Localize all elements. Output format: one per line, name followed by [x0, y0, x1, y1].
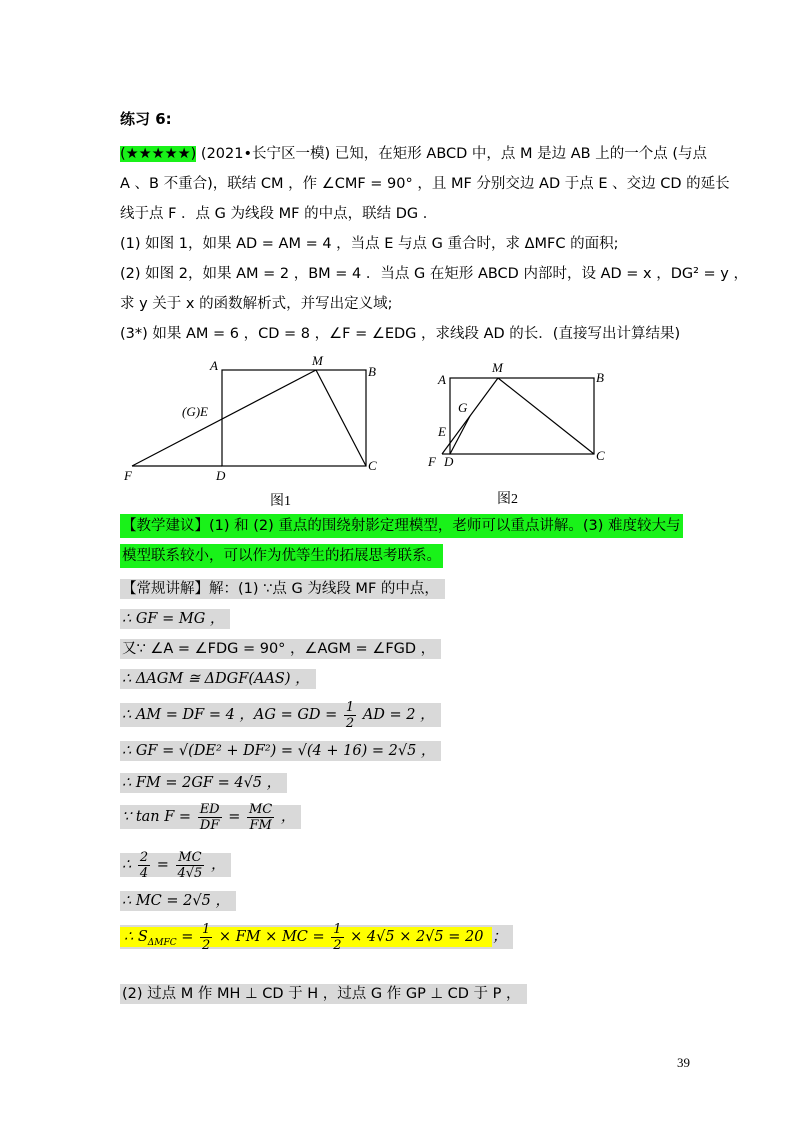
advice-line-1 [120, 515, 683, 537]
solution-text-2: ∴ GF = MG ， [120, 609, 230, 629]
s8-pre: ∵ tan F = [122, 809, 192, 825]
s11-eq: = [176, 929, 194, 945]
fig2-label-m: M [492, 360, 503, 375]
fig1-line-mc [316, 370, 366, 466]
frac-num: 1 [202, 921, 211, 937]
solution-line-6 [120, 740, 441, 762]
fraction-2-4 [138, 850, 150, 881]
s8-post: ， [280, 809, 296, 825]
area-result [120, 921, 492, 953]
fraction-half-b [331, 922, 343, 953]
fig1-rectangle [222, 370, 366, 466]
frac-num: ED [199, 801, 220, 817]
fraction-half-a [200, 922, 212, 953]
figures [120, 356, 640, 516]
fig2-label-e: E [438, 424, 446, 439]
question-2b: 求 y 关于 x 的函数解析式，并写出定义域; [120, 296, 393, 312]
s9-eq: = [156, 857, 169, 873]
fig2-line-dg [450, 416, 470, 454]
s11-pre: ∴ S [124, 929, 148, 945]
solution-line-2 [120, 608, 230, 630]
fig1-line-fm [132, 370, 316, 466]
fig2-label-b: B [596, 370, 604, 385]
question-3: (3*) 如果 AM = 6 ，CD = 8 ，∠F = ∠EDG ，求线段 AD 的长．(直接写出计算结果) [120, 326, 681, 342]
fig1-label-ge: (G)E [182, 404, 208, 419]
solution-text-12: (2) 过点 M 作 MH ⊥ CD 于 H ，过点 G 作 GP ⊥ CD 于 P ， [120, 984, 527, 1004]
figure-1-caption: 图1 [270, 494, 291, 509]
problem-line-2: A 、B 不重合)，联结 CM ，作 ∠CMF = 90° ，且 MF 分别交边 AD 于点 E 、交边 CD 的延长 [120, 176, 730, 192]
solution-line-7 [120, 772, 287, 794]
solution-text-1: 【常规讲解】解：(1) ∵点 G 为线段 MF 的中点， [120, 579, 445, 599]
s11-sub: ΔMFC [147, 937, 177, 948]
solution-line-5 [120, 698, 441, 732]
solution-text-6: ∴ GF = √(DE² + DF²) = √(4 + 16) = 2√5 ， [120, 741, 441, 761]
advice-text-2: 模型联系较小，可以作为优等生的拓展思考联系。 [120, 544, 443, 568]
fig1-label-a: A [210, 358, 218, 373]
frac-den: 4 [139, 865, 149, 881]
fig2-line-mc [498, 378, 594, 454]
frac-num: 2 [139, 849, 149, 865]
solution-text-7: ∴ FM = 2GF = 4√5 ， [120, 773, 287, 793]
figure-2 [442, 378, 594, 454]
figure-2-caption: 图2 [497, 492, 518, 507]
fraction-ed-df [198, 802, 222, 833]
problem-text-1: (2021•长宁区一模) 已知，在矩形 ABCD 中，点 M 是边 AB 上的一个点 (与点 [200, 146, 707, 162]
fig2-label-g: G [458, 400, 468, 415]
difficulty-stars: (★★★★★) [120, 146, 197, 162]
exercise-title: 练习 6: [120, 110, 172, 128]
problem-line-3: 线于点 F ．点 G 为线段 MF 的中点，联结 DG ． [120, 206, 438, 222]
question-2a: (2) 如图 2，如果 AM = 2 ，BM = 4 ．当点 G 在矩形 ABCD 内部时，设 AD = x ，DG² = y ， [120, 266, 748, 282]
fig2-label-c: C [596, 448, 605, 463]
solution-line-12 [120, 983, 527, 1005]
solution-text-5 [120, 699, 441, 731]
frac-den: 4√5 [177, 865, 203, 881]
frac-num: 1 [333, 921, 342, 937]
fig1-label-b: B [368, 364, 376, 379]
page-number: 39 [677, 1055, 690, 1070]
fig2-label-d: D [444, 454, 454, 469]
frac-den: 2 [202, 937, 211, 953]
solution-text-11 [120, 921, 513, 953]
fig1-label-d: D [216, 468, 226, 483]
solution-text-8 [120, 801, 301, 833]
solution-line-1 [120, 578, 445, 600]
solution-line-10 [120, 890, 236, 912]
frac-den: 2 [345, 715, 355, 731]
s11-post: ； [492, 929, 507, 945]
solution-text-10: ∴ MC = 2√5 ， [120, 891, 236, 911]
solution-line-4 [120, 668, 316, 690]
frac-num: MC [176, 850, 205, 866]
solution-text-9 [120, 849, 231, 881]
fraction-mc-4root5 [176, 850, 205, 881]
solution-text-3: 又∵ ∠A = ∠FDG = 90° ，∠AGM = ∠FGD ， [120, 639, 441, 659]
fraction-mc-fm [247, 802, 274, 833]
s8-eq: = [228, 809, 241, 825]
solution-line-11 [120, 920, 513, 960]
question-1: (1) 如图 1，如果 AD = AM = 4 ，当点 E 与点 G 重合时，求 ΔMFC 的面积; [120, 236, 619, 252]
fig2-label-a: A [438, 372, 446, 387]
solution-line-3 [120, 638, 441, 660]
s11-mid: × FM × MC = [218, 929, 325, 945]
s5-pre: ∴ AM = DF = 4 ，AG = GD = [122, 707, 338, 723]
fig1-label-m: M [312, 356, 323, 368]
fig2-label-f: F [428, 454, 436, 469]
frac-den: DF [199, 817, 220, 833]
frac-num: 1 [345, 699, 355, 715]
frac-den: FM [249, 817, 272, 833]
figure-1 [132, 370, 366, 466]
problem-line-1 [120, 143, 707, 165]
frac-den: 2 [333, 937, 342, 953]
advice-line-2 [120, 545, 443, 567]
fig1-label-c: C [368, 458, 377, 473]
s11-end: × 4√5 × 2√5 = 20 [350, 929, 484, 945]
s9-post: ， [210, 857, 226, 873]
fig2-rectangle [450, 378, 594, 454]
fig1-label-f: F [124, 468, 132, 483]
s9-pre: ∴ [122, 857, 132, 873]
frac-num: MC [248, 801, 273, 817]
solution-text-4: ∴ ΔAGM ≅ ΔDGF(AAS) ， [120, 669, 316, 689]
fraction-half [344, 700, 356, 731]
solution-line-9 [120, 848, 231, 882]
solution-line-8 [120, 800, 301, 834]
s5-post: AD = 2 ， [362, 707, 435, 723]
advice-text-1: 【教学建议】(1) 和 (2) 重点的围绕射影定理模型，老师可以重点讲解。(3) 难度较大与 [120, 514, 683, 538]
